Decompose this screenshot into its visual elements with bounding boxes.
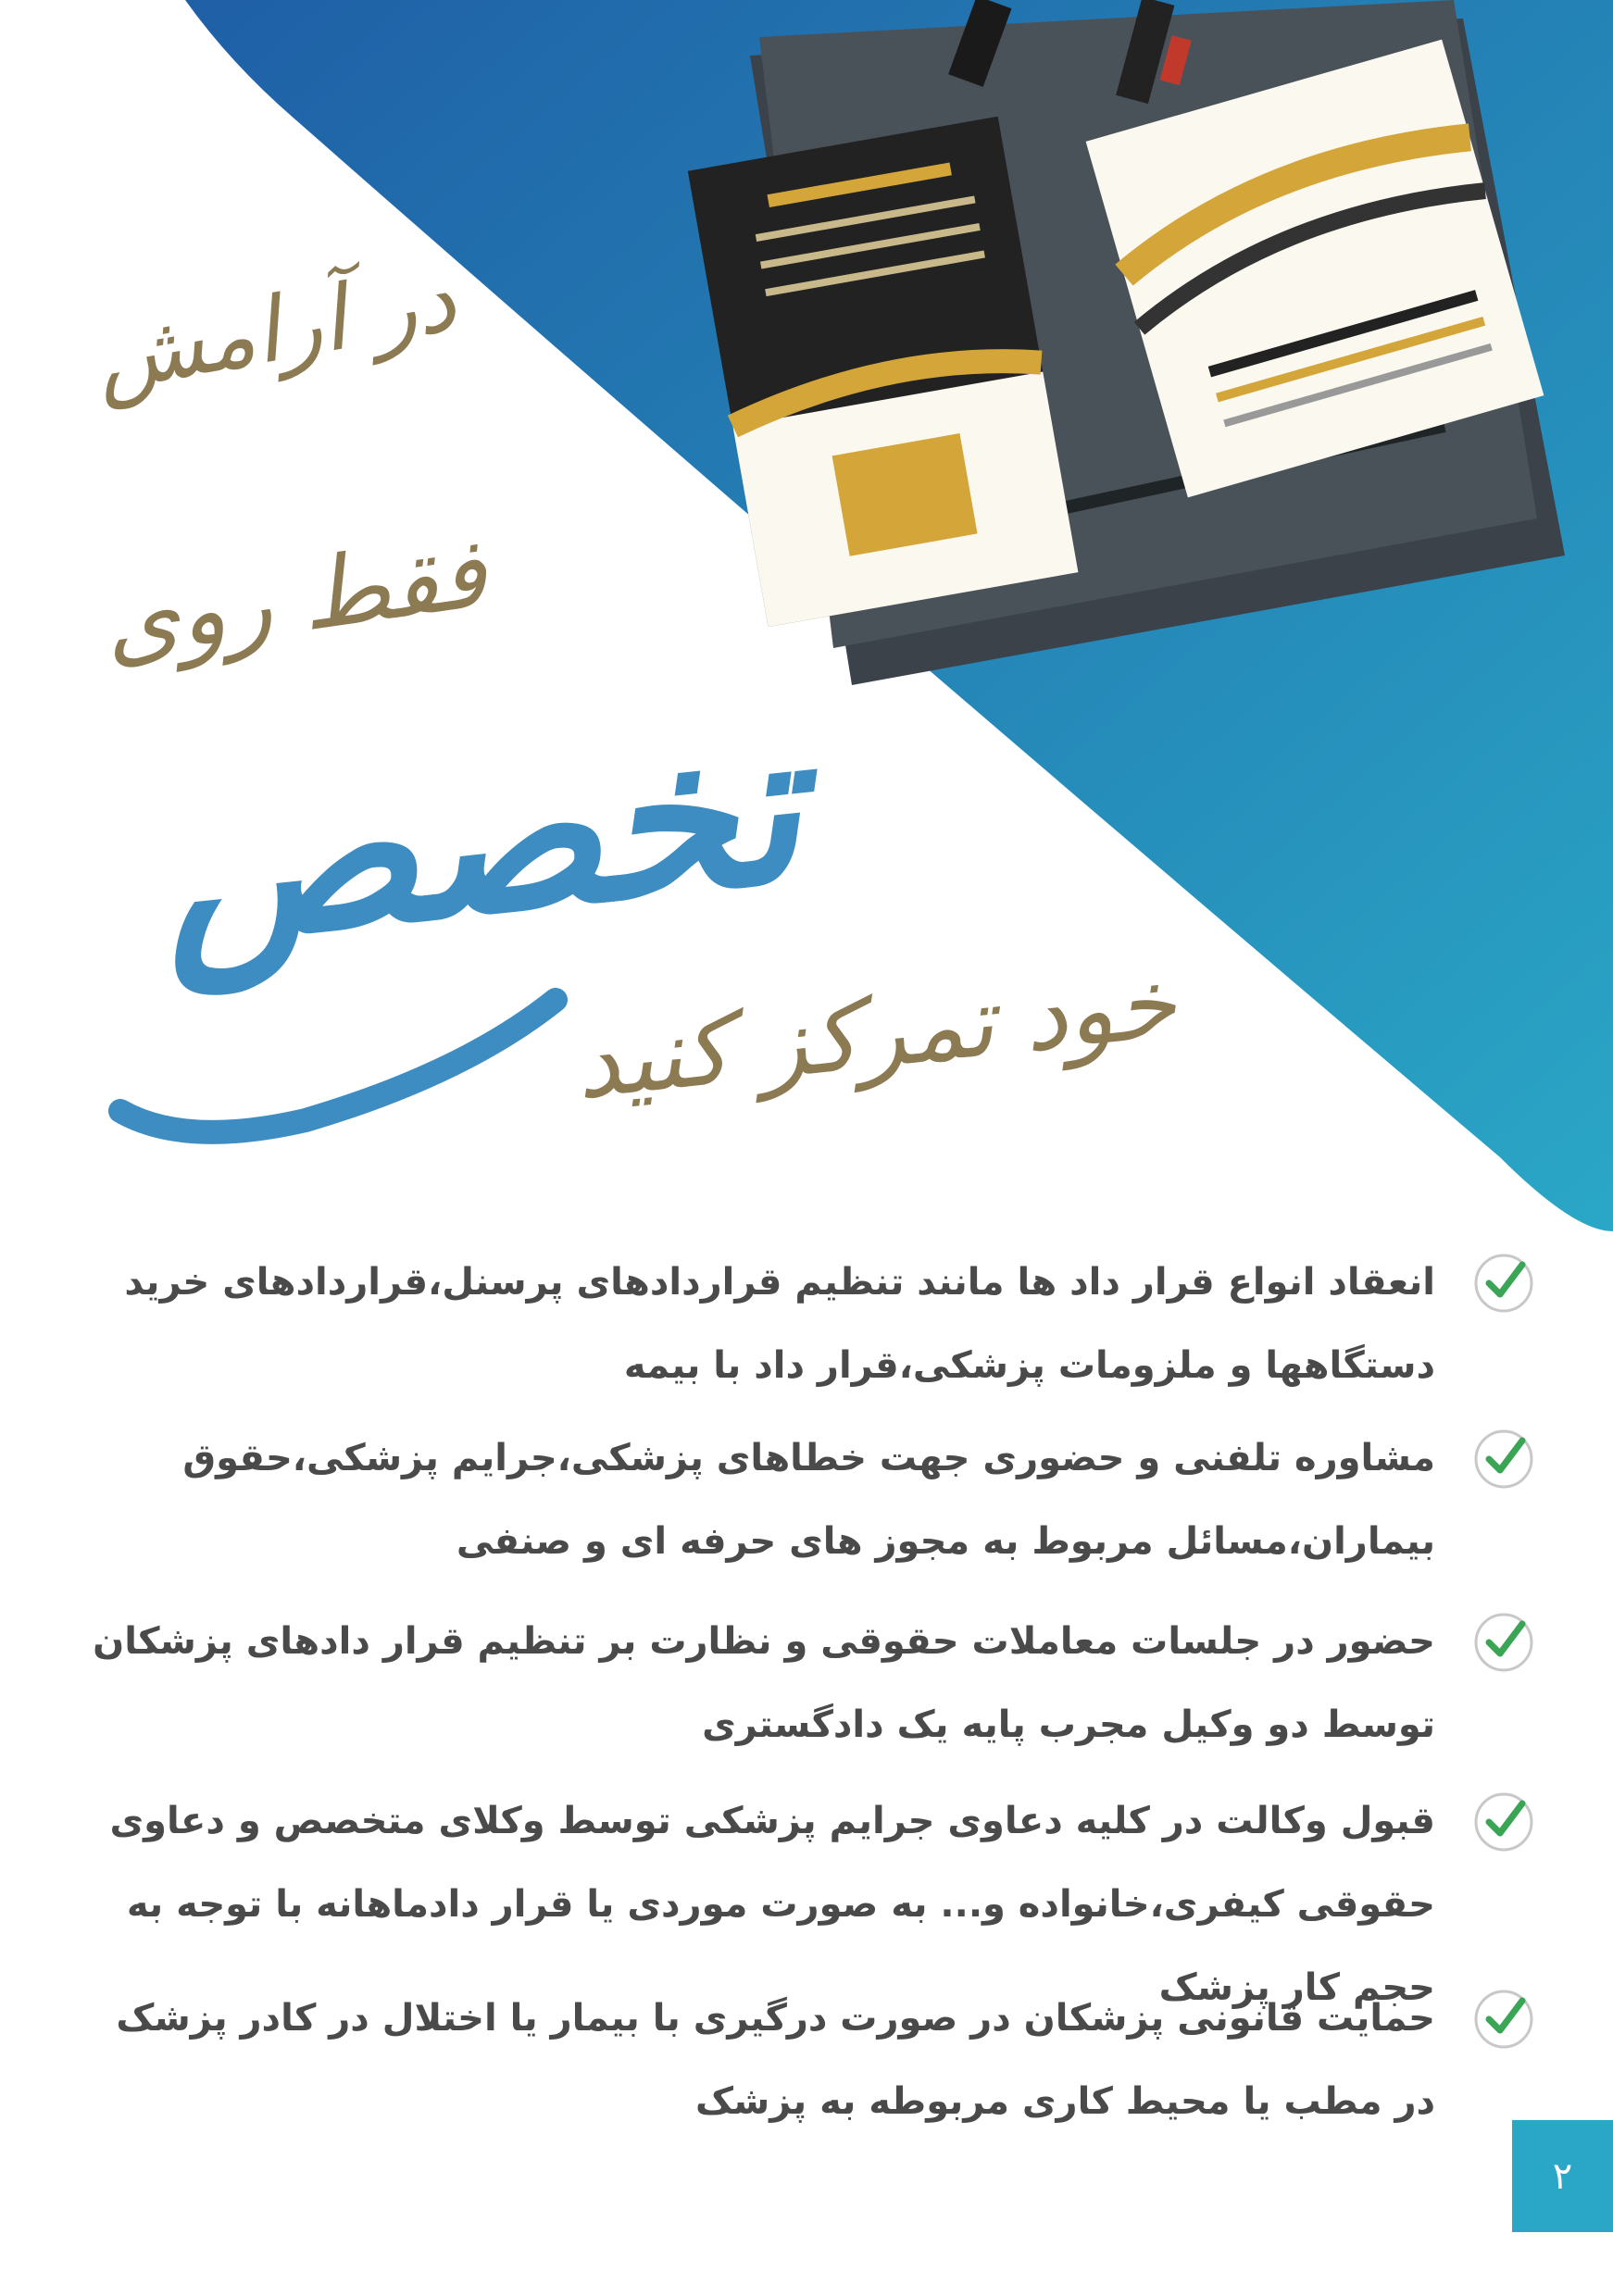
check-circle-icon (1472, 1252, 1535, 1315)
service-item (83, 1416, 1546, 1583)
service-text: انعقاد انواع قرار داد ها مانند تنظیم قراردادهای پرسنل،قراردادهای خرید دستگاهها و ملزومات پزشکی،قرار داد با بیمه (124, 1261, 1435, 1387)
headline-line-1: در آرامش (86, 246, 463, 413)
page-number: ۲ (1552, 2154, 1573, 2198)
service-text: حضور در جلسات معاملات حقوقی و نظارت بر تنظیم قرار دادهای پزشکان توسط دو وکیل مجرب پایه یک دادگستری (93, 1620, 1435, 1746)
headline-line-2: فقط روی (95, 515, 494, 681)
check-circle-icon (1472, 1428, 1535, 1491)
service-text: قبول وکالت در کلیه دعاوی جرایم پزشکی توسط وکلای متخصص و دعاوی حقوقی کیفری،خانواده و... به صورت موردی یا قرار دادماهانه با توجه به حجم کار پزشک (109, 1800, 1435, 2009)
check-circle-icon (1472, 1611, 1535, 1674)
headline-keyword: تخصص (145, 680, 811, 996)
headline-line-4: خود تمرکز کنید (569, 945, 1182, 1121)
page-number-box (1512, 2120, 1613, 2232)
service-item (83, 1241, 1546, 1407)
service-item (83, 1977, 1546, 2143)
business-cards-photo (611, 0, 1613, 713)
check-circle-icon (1472, 1791, 1535, 1853)
check-circle-icon (1472, 1988, 1535, 2051)
service-item (83, 1600, 1546, 1766)
service-text: مشاوره تلفنی و حضوری جهت خطاهای پزشکی،جرایم پزشکی،حقوق بیماران،مسائل مربوط به مجوز های حرفه ای و صنفی (182, 1437, 1435, 1563)
service-text: حمایت قانونی پزشکان در صورت درگیری با بیمار یا اختلال در کادر پزشک در مطب یا محیط کاری مربوطه به پزشک (116, 1997, 1435, 2123)
